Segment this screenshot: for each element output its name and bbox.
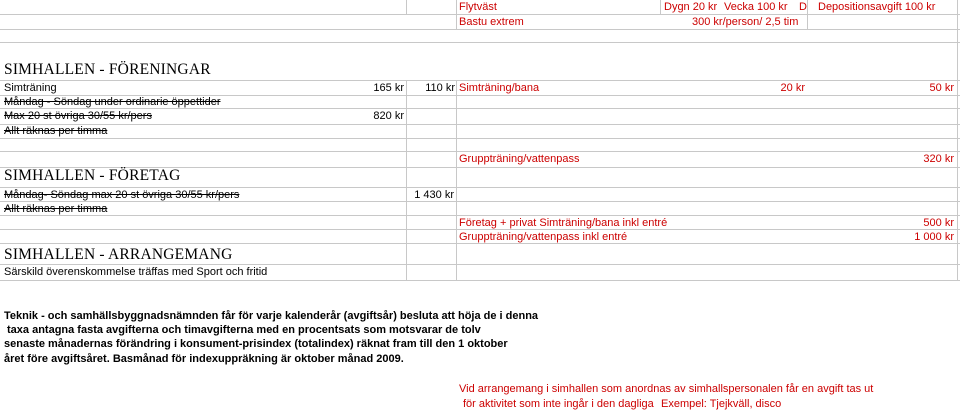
foretag-line-1-price: 1 430 kr (414, 189, 454, 201)
simtraning-bana-price-1: 20 kr (780, 82, 805, 94)
simtraning-label: Simträning (4, 82, 57, 94)
arrangemang-line-1: Särskild överenskommelse träffas med Sport och fritid (4, 266, 268, 278)
foreningar-line-2-price: 820 kr (373, 110, 404, 122)
dygn-price: Dygn 20 kr (664, 1, 718, 13)
footnote-line-2: för aktivitet som inte ingår i den dagliga (463, 398, 654, 410)
simtraning-price-2: 110 kr (425, 82, 455, 94)
notice-line-4: året före avgiftsåret. Basmånad för indexuppräkning är oktober månad 2009. (4, 353, 404, 365)
foreningar-line-2: Max 20 st övriga 30/55 kr/pers (4, 110, 152, 122)
gruppträning-inkl-label: Gruppträning/vattenpass inkl entré (459, 231, 628, 243)
footnote-line-2b: Exempel: Tjejkväll, disco (661, 398, 782, 410)
section-title-foretag: SIMHALLEN - FÖRETAG (4, 167, 181, 184)
vecka-price: Vecka 100 kr (724, 1, 788, 13)
privat-simtraning-price: 500 kr (923, 217, 954, 229)
section-title-arrangemang: SIMHALLEN - ARRANGEMANG (4, 246, 233, 263)
foreningar-line-3: Allt räknas per timma (4, 125, 108, 137)
foretag-line-2: Allt räknas per timma (4, 203, 108, 215)
section-title-foreningar: SIMHALLEN - FÖRENINGAR (4, 61, 211, 78)
foretag-line-1: Måndag- Söndag max 20 st övriga 30/55 kr/pers (4, 189, 240, 201)
bastu-price: 300 kr/person/ 2,5 tim (692, 16, 799, 28)
notice-line-1: Teknik - och samhällsbyggnadsnämnden får för varje kalenderår (avgiftsår) besluta att höja de i denna (4, 310, 539, 322)
foreningar-line-1: Måndag - Söndag under ordinarie öppettider (4, 96, 221, 108)
gruppträning-inkl-price: 1 000 kr (914, 231, 954, 243)
bastu-label: Bastu extrem (459, 16, 524, 28)
flytvast-label: Flytväst (459, 1, 497, 13)
footnote-line-1: Vid arrangemang i simhallen som anordnas av simhallspersonalen får en avgift tas ut (459, 383, 874, 395)
notice-line-3: senaste månadernas förändring i konsument-prisindex (totalindex) räknat fram till den 1 oktober (4, 338, 508, 350)
privat-simtraning-label: Företag + privat Simträning/bana inkl entré (459, 217, 668, 229)
simtraning-price-1: 165 kr (373, 82, 404, 94)
simtraning-bana-label: Simträning/bana (459, 82, 540, 94)
gruppträning-price: 320 kr (923, 153, 954, 165)
simtraning-bana-price-2: 50 kr (929, 82, 954, 94)
gruppträning-label: Gruppträning/vattenpass (459, 153, 580, 165)
d-label: D (799, 1, 807, 13)
deposition-price: Depositionsavgift 100 kr (818, 1, 936, 13)
notice-line-2: taxa antagna fasta avgifterna och timavgifterna med en procentsats som motsvarar de tolv (7, 324, 481, 336)
